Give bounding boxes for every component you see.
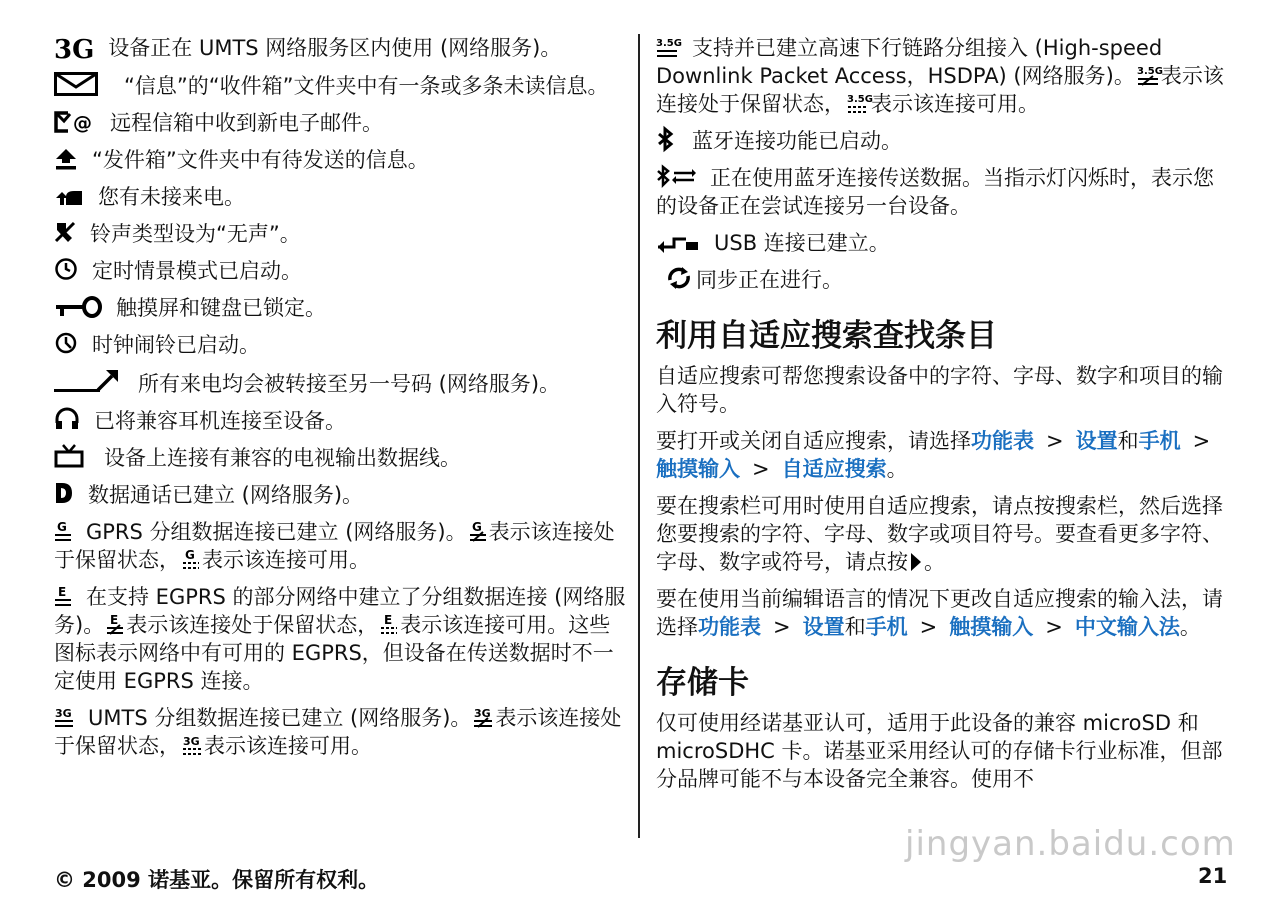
right-column	[656, 34, 1228, 802]
gprs-item: G GPRS 分组数据连接已建立 (网络服务)。 G 表示该连接处于保留状态， G 表示该连接可用。	[54, 520, 615, 572]
headset-icon	[54, 407, 80, 431]
hsdpa-item: 3.5G 支持并已建立高速下行链路分组接入 (High-speed Downlink Packet Access，HSDPA) (网络服务)。 3.5G 表示该连接处于保留状态， 3.5G 表示该连接可用。	[656, 36, 1224, 116]
svg-text:3G: 3G	[55, 707, 72, 720]
remote-mail-icon	[54, 111, 96, 133]
status-item: 3G 设备正在 UMTS 网络服务区内使用 (网络服务)。	[54, 35, 562, 65]
svg-text:G: G	[185, 548, 195, 562]
svg-text:E: E	[110, 613, 119, 627]
paragraph: 要在使用当前编辑语言的情况下更改自适应搜索的输入法，请选择功能表 > 设置和手机 > 触摸输入 > 中文输入法。	[656, 587, 1223, 639]
status-item: 所有来电均会被转接至另一号码 (网络服务)。	[54, 368, 626, 398]
paragraph: 自适应搜索可帮您搜索设备中的字符、字母、数字和项目的输入符号。	[656, 364, 1223, 416]
3g-icon: 3G	[54, 35, 95, 65]
status-item: 同步正在进行。	[656, 266, 1228, 294]
status-item: @ 远程信箱中收到新电子邮件。	[54, 109, 626, 137]
paragraph: 要打开或关闭自适应搜索，请选择功能表 > 设置和手机 >触摸输入 > 自适应搜索。	[656, 429, 1211, 481]
gprs-held-icon	[469, 520, 487, 542]
key-icon	[54, 296, 102, 318]
copyright: © 2009 诺基亚。保留所有权利。	[54, 868, 380, 892]
svg-text:3G: 3G	[474, 707, 492, 720]
hsdpa-available-icon	[847, 92, 873, 114]
settings-link[interactable]: 设置	[1075, 429, 1118, 453]
tv-icon	[54, 444, 84, 468]
gprs-available-icon	[182, 548, 200, 570]
gprs-icon	[54, 520, 72, 542]
status-item: 您有未接来电。	[54, 183, 626, 211]
svg-text:G: G	[471, 520, 482, 534]
data-call-icon	[54, 481, 74, 505]
envelope-icon	[54, 72, 98, 96]
adaptive-search-link[interactable]: 自适应搜索	[781, 457, 887, 481]
status-item: USB 连接已建立。	[656, 229, 1228, 257]
svg-text:@: @	[73, 112, 92, 134]
outbox-icon	[54, 148, 78, 170]
status-item: 定时情景模式已启动。	[54, 257, 626, 285]
egprs-item: E 在支持 EGPRS 的部分网络中建立了分组数据连接 (网络服务)。 E 表示该连接处于保留状态， E 表示该连接可用。这些图标表示网络中有可用的 EGPRS，但设备在传送数据时不一定使用 EGPRS 连接。	[54, 585, 626, 693]
section-heading-adaptive-search: 利用自适应搜索查找条目	[656, 318, 997, 354]
menu-link[interactable]: 功能表	[971, 429, 1034, 453]
play-arrow-icon	[910, 552, 922, 572]
paragraph: 要在搜索栏可用时使用自适应搜索，请点按搜索栏，然后选择您要搜索的字符、字母、数字或项目符号。要查看更多字符、字母、数字或符号，请点按 。	[656, 494, 1223, 574]
watermark: jingyan.baidu.com	[905, 824, 1236, 864]
touch-input-link[interactable]: 触摸输入	[949, 615, 1034, 639]
svg-text:3.5G: 3.5G	[656, 38, 682, 49]
phone-link[interactable]: 手机	[865, 615, 908, 639]
bluetooth-icon	[656, 127, 674, 151]
egprs-icon	[54, 585, 72, 607]
status-item: 设备上连接有兼容的电视输出数据线。	[54, 444, 626, 472]
status-item: “信息”的“收件箱”文件夹中有一条或多条未读信息。	[54, 72, 626, 100]
umts-available-icon	[182, 734, 202, 756]
svg-text:3G: 3G	[183, 735, 200, 748]
svg-text:G: G	[57, 520, 67, 534]
settings-link[interactable]: 设置	[802, 615, 845, 639]
status-item: 铃声类型设为“无声”。	[54, 220, 626, 248]
column-divider	[638, 34, 640, 838]
divert-icon	[54, 368, 120, 394]
svg-text:E: E	[384, 613, 393, 627]
silent-icon	[54, 220, 76, 244]
status-item: 数据通话已建立 (网络服务)。	[54, 481, 626, 509]
clock-icon	[54, 257, 78, 281]
umts-held-icon	[473, 706, 493, 728]
page-number: 21	[1198, 864, 1228, 888]
menu-link[interactable]: 功能表	[698, 615, 761, 639]
status-item: 已将兼容耳机连接至设备。	[54, 407, 626, 435]
sync-icon	[666, 266, 692, 290]
status-item: “发件箱”文件夹中有待发送的信息。	[54, 146, 626, 174]
section-heading-memory-card: 存储卡	[656, 665, 749, 701]
status-item: 正在使用蓝牙连接传送数据。当指示灯闪烁时，表示您的设备正在尝试连接另一台设备。	[656, 166, 1214, 218]
bluetooth-transfer-icon	[656, 164, 696, 188]
missed-call-icon	[54, 185, 84, 207]
egprs-available-icon	[380, 613, 398, 635]
usb-icon	[656, 231, 700, 253]
phone-link[interactable]: 手机	[1138, 429, 1181, 453]
umts-icon	[54, 706, 74, 728]
svg-text:E: E	[58, 585, 67, 599]
status-item: 蓝牙连接功能已启动。	[656, 127, 1228, 155]
paragraph: 仅可使用经诺基亚认可，适用于此设备的兼容 microSD 和 microSDHC 卡。诺基亚采用经认可的存储卡行业标准，但部分品牌可能不与本设备完全兼容。使用不	[656, 711, 1223, 791]
alarm-icon	[54, 331, 78, 355]
status-item: 时钟闹铃已启动。	[54, 331, 626, 359]
hsdpa-held-icon	[1136, 64, 1163, 86]
egprs-held-icon	[106, 613, 124, 635]
svg-text:3.5G: 3.5G	[1136, 66, 1163, 77]
svg-text:3.5G: 3.5G	[847, 94, 873, 105]
hsdpa-icon	[656, 36, 682, 58]
chinese-input-link[interactable]: 中文输入法	[1074, 615, 1180, 639]
touch-input-link[interactable]: 触摸输入	[656, 457, 740, 481]
status-item: 触摸屏和键盘已锁定。	[54, 294, 626, 322]
umts-item: 3G UMTS 分组数据连接已建立 (网络服务)。 3G 表示该连接处于保留状态， 3G 表示该连接可用。	[54, 706, 622, 758]
left-column	[54, 34, 626, 769]
